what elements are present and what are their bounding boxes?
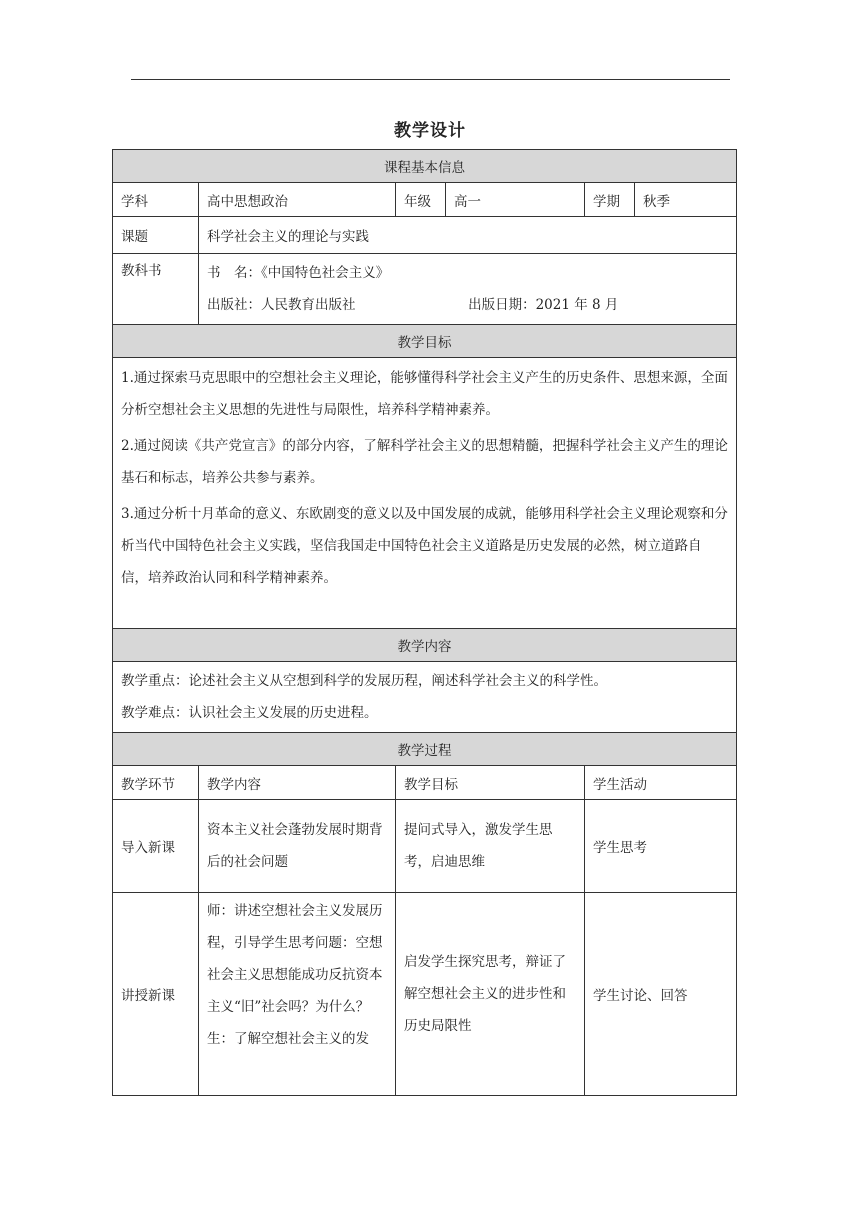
lesson-plan-table bbox=[112, 149, 737, 1096]
topic-label: 课题 bbox=[113, 217, 199, 254]
process-row bbox=[113, 893, 737, 1096]
header-rule bbox=[131, 79, 730, 80]
process-header: 教学环节 bbox=[113, 766, 199, 800]
objective-item: 1.通过探索马克思眼中的空想社会主义理论，能够懂得科学社会主义产生的历史条件、思想来源，全面分析空想社会主义思想的先进性与局限性，培养科学精神素养。 bbox=[121, 370, 728, 418]
key-point: 教学重点：论述社会主义从空想到科学的发展历程，阐述科学社会主义的科学性。 bbox=[121, 673, 607, 689]
section-title: 教学过程 bbox=[113, 733, 737, 766]
section-objectives bbox=[113, 325, 737, 358]
objective-item: 3.通过分析十月革命的意义、东欧剧变的意义以及中国发展的成就，能够用科学社会主义理论观察和分析当代中国特色社会主义实践，坚信我国走中国特色社会主义道路是历史发展的必然，树立道路自信，培养政治认同和科学精神素养。 bbox=[121, 506, 728, 586]
objectives-row bbox=[113, 358, 737, 629]
textbook-row bbox=[113, 254, 737, 325]
section-title: 教学目标 bbox=[113, 325, 737, 358]
process-header: 学生活动 bbox=[585, 766, 737, 800]
process-activity: 学生思考 bbox=[585, 800, 737, 893]
grade-label: 年级 bbox=[396, 183, 446, 217]
objectives-cell bbox=[113, 358, 737, 629]
textbook-label: 教科书 bbox=[113, 254, 199, 325]
process-header: 教学目标 bbox=[396, 766, 585, 800]
difficulty: 教学难点：认识社会主义发展的历史进程。 bbox=[121, 705, 378, 721]
process-content-text: 生：了解空想社会主义的发 bbox=[207, 1031, 369, 1047]
section-content bbox=[113, 629, 737, 662]
section-title: 教学内容 bbox=[113, 629, 737, 662]
term-value: 秋季 bbox=[635, 183, 737, 217]
process-goal: 提问式导入，激发学生思考，启迪思维 bbox=[396, 800, 585, 893]
publish-date: 出版日期：2021 年 8 月 bbox=[468, 297, 619, 313]
process-row bbox=[113, 800, 737, 893]
term-label: 学期 bbox=[585, 183, 635, 217]
process-stage: 讲授新课 bbox=[113, 893, 199, 1096]
topic-row bbox=[113, 217, 737, 254]
publisher-line bbox=[207, 289, 728, 321]
process-header: 教学内容 bbox=[199, 766, 396, 800]
objective-item: 2.通过阅读《共产党宣言》的部分内容，了解科学社会主义的思想精髓，把握科学社会主义产生的理论基石和标志，培养公共参与素养。 bbox=[121, 438, 728, 486]
section-title: 课程基本信息 bbox=[113, 150, 737, 183]
process-stage: 导入新课 bbox=[113, 800, 199, 893]
section-process bbox=[113, 733, 737, 766]
subject-row bbox=[113, 183, 737, 217]
topic-value: 科学社会主义的理论与实践 bbox=[199, 217, 737, 254]
book-name: 书 名：《中国特色社会主义》 bbox=[207, 265, 390, 281]
publisher: 出版社：人民教育出版社 bbox=[207, 297, 356, 313]
content-row bbox=[113, 662, 737, 733]
subject-value: 高中思想政治 bbox=[199, 183, 396, 217]
document-title: 教学设计 bbox=[394, 121, 466, 141]
content-cell bbox=[113, 662, 737, 733]
textbook-info bbox=[199, 254, 737, 325]
grade-value: 高一 bbox=[446, 183, 585, 217]
process-goal: 启发学生探究思考，辩证了解空想社会主义的进步性和历史局限性 bbox=[396, 893, 585, 1096]
process-content: 资本主义社会蓬勃发展时期背后的社会问题 bbox=[199, 800, 396, 893]
section-basic-info bbox=[113, 150, 737, 183]
process-activity: 学生讨论、回答 bbox=[585, 893, 737, 1096]
process-header-row bbox=[113, 766, 737, 800]
process-content-text: 师：讲述空想社会主义发展历程，引导学生思考问题：空想社会主义思想能成功反抗资本主义“旧”社会吗？为什么？ bbox=[207, 903, 383, 1015]
process-content bbox=[199, 893, 396, 1096]
subject-label: 学科 bbox=[113, 183, 199, 217]
